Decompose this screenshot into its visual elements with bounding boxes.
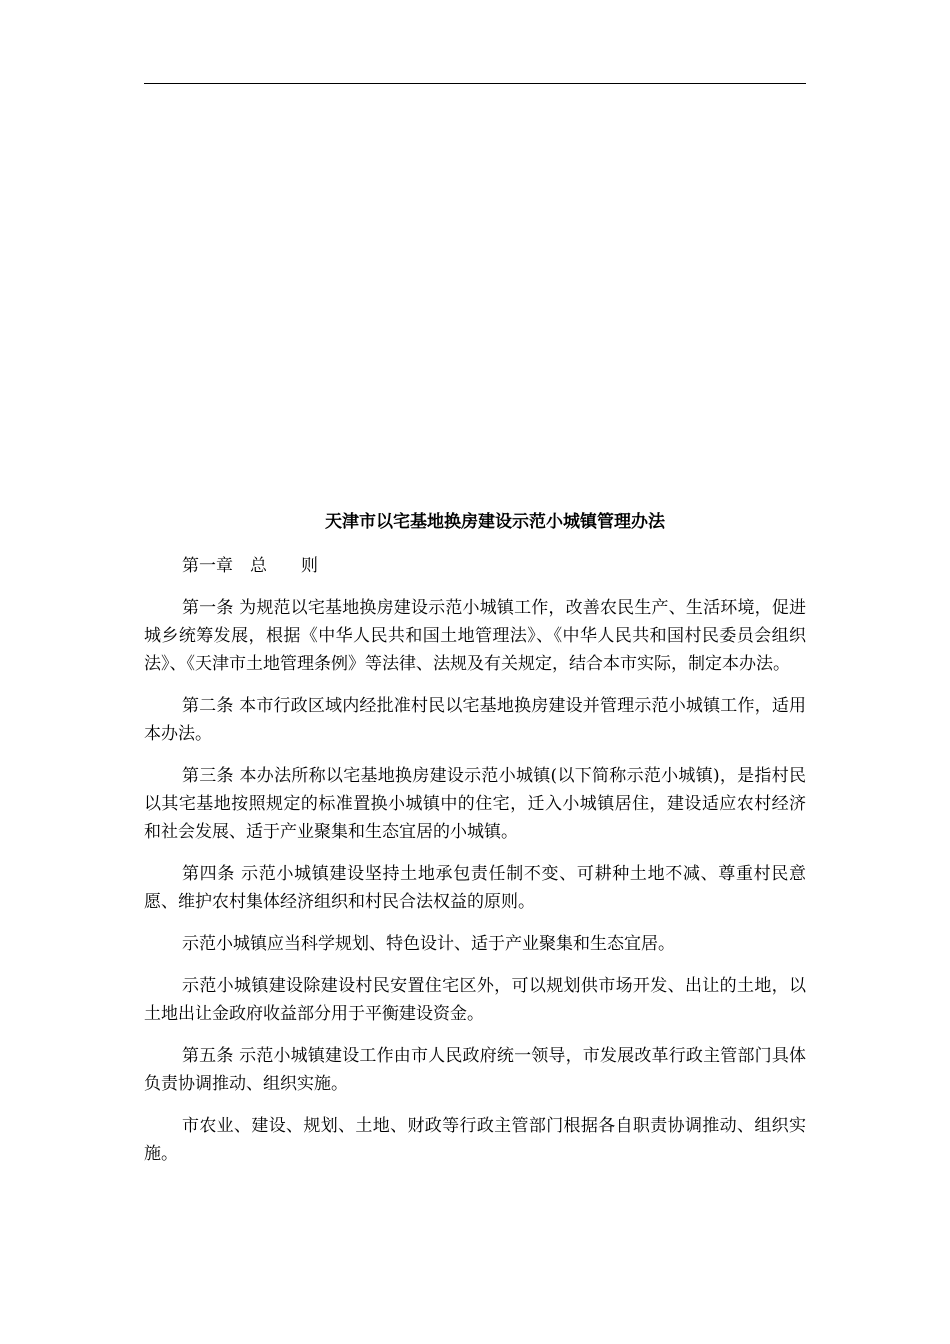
chapter-heading: 第一章 总 则	[182, 556, 318, 576]
article-5-clause-2: 市农业、建设、规划、土地、财政等行政主管部门根据各自职责协调推动、组织实施。	[144, 1116, 806, 1164]
article-4-clause-2: 示范小城镇应当科学规划、特色设计、适于产业聚集和生态宜居。	[182, 934, 675, 954]
article-4-clause-3: 示范小城镇建设除建设村民安置住宅区外，可以规划供市场开发、出让的土地，以土地出让金政府收益部分用于平衡建设资金。	[144, 976, 806, 1024]
header-rule	[144, 83, 806, 84]
document-body	[144, 508, 806, 1182]
document-title: 天津市以宅基地换房建设示范小城镇管理办法	[325, 512, 665, 532]
article-3: 第三条 本办法所称以宅基地换房建设示范小城镇(以下简称示范小城镇)，是指村民以其宅基地按照规定的标准置换小城镇中的住宅，迁入小城镇居住，建设适应农村经济和社会发展、适于产业聚集和生态宜居的小城镇。	[144, 766, 806, 842]
article-1: 第一条 为规范以宅基地换房建设示范小城镇工作，改善农民生产、生活环境，促进城乡统筹发展，根据《中华人民共和国土地管理法》、《中华人民共和国村民委员会组织法》、《天津市土地管理条例》等法律、法规及有关规定，结合本市实际，制定本办法。	[144, 598, 806, 674]
article-2: 第二条 本市行政区域内经批准村民以宅基地换房建设并管理示范小城镇工作，适用本办法。	[144, 696, 806, 744]
article-4: 第四条 示范小城镇建设坚持土地承包责任制不变、可耕种土地不减、尊重村民意愿、维护农村集体经济组织和村民合法权益的原则。	[144, 864, 806, 912]
article-5: 第五条 示范小城镇建设工作由市人民政府统一领导，市发展改革行政主管部门具体负责协调推动、组织实施。	[144, 1046, 806, 1094]
